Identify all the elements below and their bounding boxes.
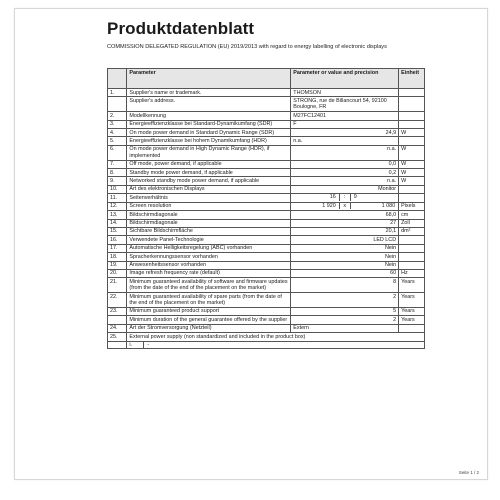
- row-parameter: Screen resolution: [127, 202, 291, 210]
- page-number: Seite 1 / 2: [458, 470, 479, 475]
- aspect-value-cell: [291, 194, 399, 202]
- table-row-power-supply: [108, 333, 425, 341]
- row-parameter: Minimum guaranteed product support: [127, 307, 291, 315]
- row-value: 5: [291, 307, 399, 315]
- row-unit: [399, 112, 425, 120]
- table-row: [108, 293, 425, 308]
- row-unit: W: [399, 129, 425, 137]
- parameter-table: [107, 68, 425, 349]
- row-number: 22.: [108, 293, 127, 308]
- row-unit: W: [399, 145, 425, 160]
- power-supply-sub-split: [127, 342, 424, 348]
- row-parameter: Modellkennung: [127, 112, 291, 120]
- row-value: 0,0: [291, 160, 399, 168]
- row-number: 1.: [108, 89, 127, 97]
- table-row: [108, 211, 425, 219]
- row-value: Extern: [291, 324, 399, 332]
- row-number: 20.: [108, 269, 127, 277]
- row-number: 3.: [108, 120, 127, 128]
- resolution-width: 1 920: [322, 202, 336, 209]
- row-number: 17.: [108, 244, 127, 252]
- table-row: [108, 97, 425, 112]
- row-unit: Years: [399, 278, 425, 293]
- row-number: 14.: [108, 219, 127, 227]
- row-value: 2: [291, 316, 399, 324]
- row-unit: [399, 89, 425, 97]
- row-parameter: Automatische Helligkeitsregelung (ABC) vorhanden: [127, 244, 291, 252]
- row-value: 2: [291, 293, 399, 308]
- row-value: M27FC12401: [291, 112, 399, 120]
- row-parameter: External power supply (non standardized and included in the product box): [127, 333, 425, 341]
- row-number: [108, 341, 127, 348]
- row-parameter: Art des elektronischen Displays: [127, 185, 291, 193]
- table-row: [108, 253, 425, 261]
- header-parameter: Parameter: [127, 69, 291, 89]
- datasheet-page: [14, 8, 488, 480]
- table-row: [108, 227, 425, 235]
- row-number: 10.: [108, 185, 127, 193]
- row-unit: [399, 253, 425, 261]
- sub-value: -: [147, 341, 150, 348]
- row-value: F: [291, 120, 399, 128]
- row-value: Nein: [291, 261, 399, 269]
- row-number: 16.: [108, 236, 127, 244]
- row-unit: [399, 236, 425, 244]
- table-row-power-supply-sub: [108, 341, 425, 348]
- row-unit: [399, 185, 425, 193]
- table-row: [108, 169, 425, 177]
- row-number: 6.: [108, 145, 127, 160]
- table-row: [108, 244, 425, 252]
- row-number: 18.: [108, 253, 127, 261]
- row-parameter: Off mode, power demand, if applicable: [127, 160, 291, 168]
- row-number: [108, 97, 127, 112]
- row-parameter: On mode power demand in Standard Dynamic Range (SDR): [127, 129, 291, 137]
- row-number: 19.: [108, 261, 127, 269]
- row-number: 4.: [108, 129, 127, 137]
- row-number: 8.: [108, 169, 127, 177]
- row-parameter: Supplier's name or trademark.: [127, 89, 291, 97]
- row-parameter: Spracherkennungssensor vorhanden: [127, 253, 291, 261]
- row-number: 13.: [108, 211, 127, 219]
- row-unit: W: [399, 160, 425, 168]
- table-row: [108, 307, 425, 315]
- power-supply-sub-cell: [127, 341, 425, 348]
- row-value: STRONG, rue de Billancourt 54, 92100 Boulogne, FR: [291, 97, 399, 112]
- table-row: [108, 120, 425, 128]
- row-unit: cm: [399, 211, 425, 219]
- table-row-aspect-ratio: [108, 194, 425, 202]
- row-number: 25.: [108, 333, 127, 341]
- row-value: 27: [291, 219, 399, 227]
- resolution-value-split: [291, 203, 398, 209]
- row-number: 12.: [108, 202, 127, 210]
- sub-number: i.: [127, 342, 144, 348]
- row-parameter: Bildschirmdiagonale: [127, 211, 291, 219]
- table-row: [108, 185, 425, 193]
- row-number: 2.: [108, 112, 127, 120]
- table-row: [108, 145, 425, 160]
- resolution-value-cell: [291, 202, 399, 210]
- table-row: [108, 137, 425, 145]
- header-value: Parameter or value and precision: [291, 69, 399, 89]
- row-value: 0,2: [291, 169, 399, 177]
- aspect-value-split: [291, 194, 398, 200]
- row-number: [108, 316, 127, 324]
- row-unit: [399, 194, 425, 202]
- row-value: 24,9: [291, 129, 399, 137]
- row-unit: W: [399, 177, 425, 185]
- table-header-row: [108, 69, 425, 89]
- row-parameter: Bildschirmdiagonale: [127, 219, 291, 227]
- row-number: 9.: [108, 177, 127, 185]
- row-unit: [399, 120, 425, 128]
- row-value: THOMSON: [291, 89, 399, 97]
- row-unit: Zoll: [399, 219, 425, 227]
- row-parameter: Minimum guaranteed availability of software and firmware updates (from the date of the end of the placement on the market): [127, 278, 291, 293]
- row-unit: Years: [399, 293, 425, 308]
- header-unit: Einheit: [399, 69, 425, 89]
- row-value: n.a.: [291, 137, 399, 145]
- row-unit: W: [399, 169, 425, 177]
- row-parameter: Minimum duration of the general guarantee offered by the supplier: [127, 316, 291, 324]
- regulation-intro: COMMISSION DELEGATED REGULATION (EU) 2019/2013 with regard to energy labelling of electronic displays: [107, 44, 387, 50]
- row-unit: dm²: [399, 227, 425, 235]
- page-title: Produktdatenblatt: [107, 19, 255, 38]
- row-parameter: Seitenverhältnis: [127, 194, 291, 202]
- row-value: Nein: [291, 253, 399, 261]
- table-row: [108, 316, 425, 324]
- row-number: 21.: [108, 278, 127, 293]
- row-parameter: Anwesenheitssensor vorhanden: [127, 261, 291, 269]
- row-unit: Hz: [399, 269, 425, 277]
- row-number: 15.: [108, 227, 127, 235]
- table-row: [108, 269, 425, 277]
- resolution-separator: x: [339, 203, 350, 209]
- table-row: [108, 89, 425, 97]
- row-unit: [399, 244, 425, 252]
- table-row: [108, 324, 425, 332]
- aspect-separator: :: [339, 194, 350, 200]
- row-parameter: Supplier's address.: [127, 97, 291, 112]
- row-unit: [399, 137, 425, 145]
- row-parameter: Art der Stromversorgung (Netzteil): [127, 324, 291, 332]
- row-value: 8: [291, 278, 399, 293]
- row-unit: [399, 324, 425, 332]
- row-parameter: Minimum guaranteed availability of spare parts (from the date of the end of the placement on the market): [127, 293, 291, 308]
- table-row: [108, 278, 425, 293]
- row-value: LED LCD: [291, 236, 399, 244]
- row-unit: [399, 261, 425, 269]
- row-number: 24.: [108, 324, 127, 332]
- row-value: n.a.: [291, 145, 399, 160]
- row-unit: [399, 97, 425, 112]
- table-row: [108, 236, 425, 244]
- row-number: 23.: [108, 307, 127, 315]
- table-row: [108, 160, 425, 168]
- table-row: [108, 112, 425, 120]
- row-parameter: Image refresh frequency rate (default): [127, 269, 291, 277]
- row-parameter: Standby mode power demand, if applicable: [127, 169, 291, 177]
- row-parameter: Networked standby mode power demand, if applicable: [127, 177, 291, 185]
- row-unit: Pixels: [399, 202, 425, 210]
- row-parameter: On mode power demand in High Dynamic Range (HDR), if implemented: [127, 145, 291, 160]
- row-parameter: Sichtbare Bildschirmfläche: [127, 227, 291, 235]
- table-row-resolution: [108, 202, 425, 210]
- row-value: 60: [291, 269, 399, 277]
- resolution-height: 1 080: [381, 202, 396, 209]
- row-value: 68,0: [291, 211, 399, 219]
- table-row: [108, 129, 425, 137]
- row-value: Monitor: [291, 185, 399, 193]
- row-unit: Years: [399, 316, 425, 324]
- row-parameter: Verwendete Panel-Technologie: [127, 236, 291, 244]
- row-value: n.a.: [291, 177, 399, 185]
- row-unit: Years: [399, 307, 425, 315]
- row-number: 5.: [108, 137, 127, 145]
- table-row: [108, 261, 425, 269]
- aspect-height: 9: [353, 194, 357, 201]
- header-number: [108, 69, 127, 89]
- table-row: [108, 177, 425, 185]
- row-parameter: Energieeffizienzklasse bei Standard-Dynamikumfang (SDR): [127, 120, 291, 128]
- row-value: 20,1: [291, 227, 399, 235]
- row-number: 7.: [108, 160, 127, 168]
- row-value: Nein: [291, 244, 399, 252]
- table-row: [108, 219, 425, 227]
- aspect-width: 16: [329, 194, 336, 201]
- row-parameter: Energieeffizienzklasse bei hohem Dynamikumfang (HDR): [127, 137, 291, 145]
- row-number: 11.: [108, 194, 127, 202]
